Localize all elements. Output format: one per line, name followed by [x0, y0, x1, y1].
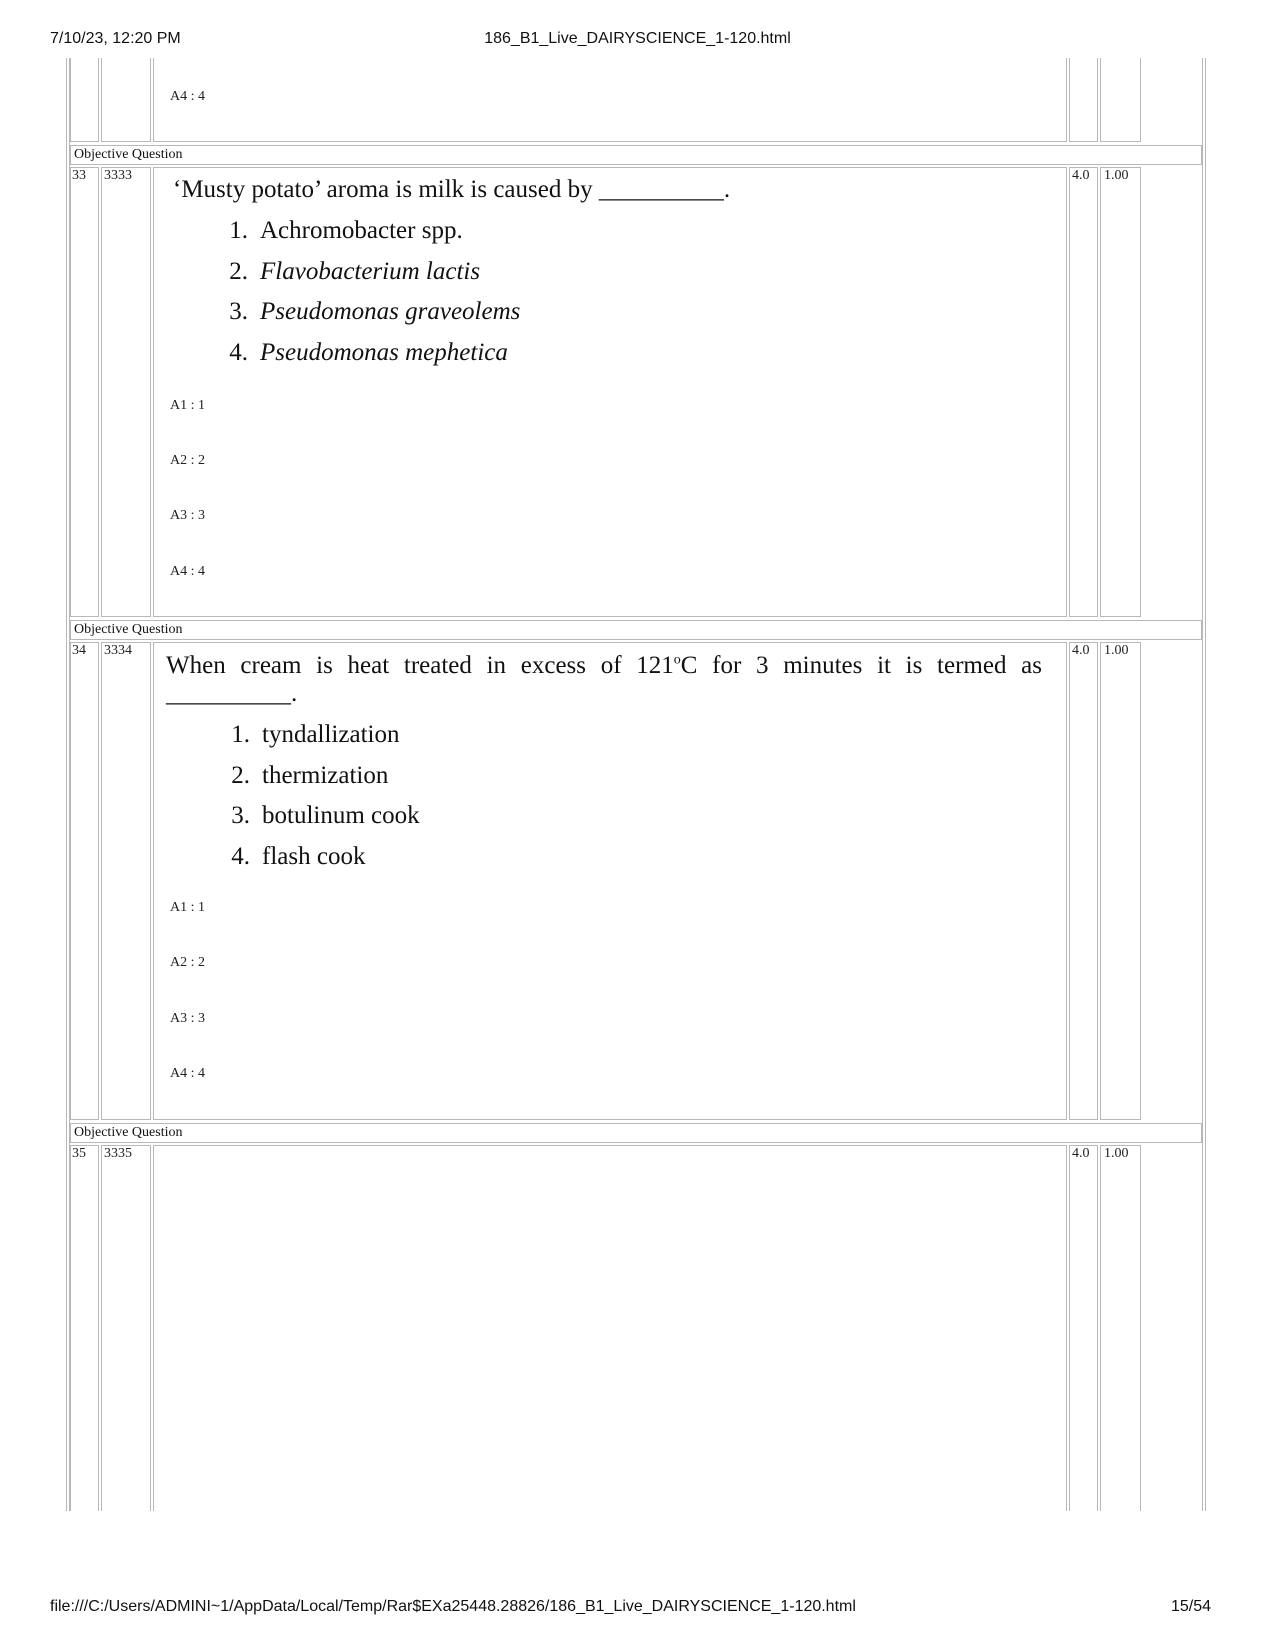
cell-negative	[1100, 642, 1141, 1120]
question-marks: 4.0	[1072, 1146, 1090, 1161]
cell-id	[101, 642, 151, 1120]
question-marks: 4.0	[1072, 168, 1090, 183]
option-list	[210, 211, 520, 373]
cell-negative	[1100, 58, 1141, 142]
cell-id	[101, 58, 151, 142]
option-item: 4. Pseudomonas mephetica	[229, 338, 508, 366]
cell-content	[153, 58, 1067, 142]
answer-option: A3 : 3	[170, 508, 205, 523]
document-title: 186_B1_Live_DAIRYSCIENCE_1-120.html	[484, 30, 791, 47]
option-list	[212, 715, 420, 877]
question-negative-marks: 1.00	[1104, 168, 1129, 183]
question-marks: 4.0	[1072, 643, 1090, 658]
cell-marks	[1069, 1145, 1098, 1511]
answer-option: A1 : 1	[170, 900, 205, 915]
question-type-label: Objective Question	[70, 1123, 1202, 1143]
answer-option: A4 : 4	[170, 1066, 205, 1081]
option-item: 4. flash cook	[231, 842, 366, 870]
file-path: file:///C:/Users/ADMINI~1/AppData/Local/Temp/Rar$EXa25448.28826/186_B1_Live_DAIRYSCIENCE_1-120.html	[50, 1598, 856, 1615]
cell-negative	[1100, 1145, 1141, 1511]
question-id: 3335	[104, 1146, 132, 1161]
answer-option: A2 : 2	[170, 453, 205, 468]
question-id: 3333	[104, 168, 132, 183]
question-id: 3334	[104, 643, 132, 658]
option-item: 1. tyndallization	[231, 721, 400, 748]
cell-negative	[1100, 167, 1141, 617]
question-type-label: Objective Question	[70, 145, 1202, 165]
cell-num	[70, 167, 99, 617]
print-datetime: 7/10/23, 12:20 PM	[50, 30, 181, 47]
question-negative-marks: 1.00	[1104, 1146, 1129, 1161]
question-text: When cream is heat treated in excess of 121$^o$C for 3 minutes it is termed as	[166, 652, 1042, 679]
answer-option: A4 : 4	[170, 564, 205, 579]
answer-option: A1 : 1	[170, 398, 205, 413]
cell-id	[101, 1145, 151, 1511]
cell-marks	[1069, 642, 1098, 1120]
cell-id	[101, 167, 151, 617]
cell-num	[70, 642, 99, 1120]
question-negative-marks: 1.00	[1104, 643, 1129, 658]
cell-content	[153, 642, 1067, 1120]
answer-option: A2 : 2	[170, 955, 205, 970]
cell-marks	[1069, 167, 1098, 617]
cell-marks	[1069, 58, 1098, 142]
cell-num	[70, 1145, 99, 1511]
question-number: 33	[72, 168, 86, 183]
option-item: 3. botulinum cook	[231, 802, 420, 829]
page-number: 15/54	[1170, 1598, 1211, 1615]
question-type-label: Objective Question	[70, 620, 1202, 640]
option-item: 2. Flavobacterium lactis	[229, 257, 481, 285]
question-number: 34	[72, 643, 86, 658]
option-item: 3. Pseudomonas graveolems	[229, 298, 521, 325]
question-text-line2: __________.	[166, 680, 298, 707]
answer-option: A4 : 4	[170, 89, 205, 104]
option-item: 1. Achromobacter spp.	[229, 217, 463, 244]
cell-num	[70, 58, 99, 142]
answer-option: A3 : 3	[170, 1011, 205, 1026]
question-number: 35	[72, 1146, 86, 1161]
question-text: ‘Musty potato’ aroma is milk is caused by __________.	[173, 176, 731, 203]
cell-content	[153, 1145, 1067, 1511]
option-item: 2. thermization	[231, 761, 389, 789]
table-frame-right	[1202, 58, 1206, 1511]
